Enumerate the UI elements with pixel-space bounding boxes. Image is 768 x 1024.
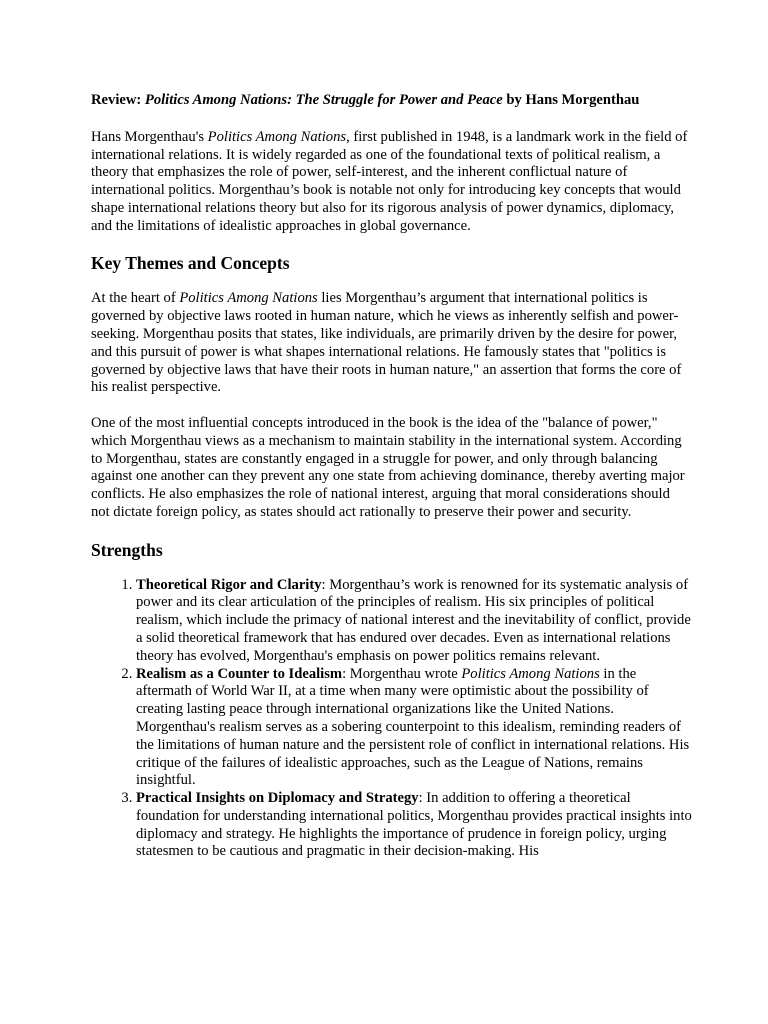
title-suffix: by Hans Morgenthau xyxy=(502,92,640,108)
key-themes-paragraph-1 xyxy=(91,290,692,397)
intro-text-b: , first published in 1948, is a landmark work in the field of international relations. It is widely regarded as one of the foundational texts of political realism, a theory that emphasizes the role of power, self-interest, and the inherent conflictual nature of international politics. Morgenthau’s book is notable not only for introducing key concepts that would shape international relations theory but also for its rigorous analysis of power dynamics, diplomacy, and the limitations of idealistic approaches in global governance. xyxy=(91,128,688,234)
strength-text-1: : Morgenthau’s work is renowned for its systematic analysis of power and its clear articulation of the principles of realism. His six principles of political realism, which include the primacy of national interest and the inevitability of conflict, provide a solid theoretical framework that has endured over decades. Even as international relations theory has evolved, Morgenthau's emphasis on power politics remains relevant. xyxy=(136,576,691,664)
strengths-heading: Strengths xyxy=(91,539,163,560)
intro-paragraph xyxy=(91,129,692,236)
strength-term-3: Practical Insights on Diplomacy and Strategy xyxy=(136,790,419,807)
review-title xyxy=(91,92,692,110)
strength-text-3: : In addition to offering a theoretical foundation for understanding international politics, Morgenthau provides practical insights into diplomacy and strategy. He highlights the importance of prudence in foreign policy, urging statesmen to be cautious and pragmatic in their decision-making. His xyxy=(136,790,692,860)
strength-text-2b: in the aftermath of World War II, at a time when many were optimistic about the possibility of creating lasting peace through international organizations like the United Nations. Morgenthau's realism serves as a sobering counterpoint to this idealism, reminding readers of the limitations of human nature and the persistent role of conflict in international relations. His critique of the failures of idealistic approaches, such as the League of Nations, remains insightful. xyxy=(136,665,690,789)
strength-item-2 xyxy=(136,666,692,791)
strength-term-2: Realism as a Counter to Idealism xyxy=(136,665,343,682)
strengths-list xyxy=(91,577,692,862)
intro-book-title: Politics Among Nations xyxy=(207,128,347,145)
strength-term-1: Theoretical Rigor and Clarity xyxy=(136,576,322,593)
strength-item-3 xyxy=(136,790,692,861)
key-themes-p1-text-b: lies Morgenthau’s argument that international politics is governed by objective laws rooted in human nature, which he views as inherently selfish and power-seeking. Morgenthau posits that states, like individuals, are primarily driven by the desire for power, and this pursuit of power is what shapes international relations. He famously states that "politics is governed by objective laws that have their roots in human nature," an assertion that forms the core of his realist perspective. xyxy=(91,290,682,396)
strength-book-title-2: Politics Among Nations xyxy=(461,665,600,682)
key-themes-paragraph-2: One of the most influential concepts introduced in the book is the idea of the "balance of power," which Morgenthau views as a mechanism to maintain stability in the international system. According to Morgenthau, states are constantly engaged in a struggle for power, and only through balancing against one another can they prevent any one state from achieving dominance, thereby averting major conflicts. He also emphasizes the role of national interest, arguing that moral considerations should not dictate foreign policy, as states should act rationally to preserve their power and security. xyxy=(91,414,685,520)
key-themes-heading: Key Themes and Concepts xyxy=(91,253,290,274)
intro-text-a: Hans Morgenthau's xyxy=(91,128,208,145)
key-themes-p1-book-title: Politics Among Nations xyxy=(179,290,318,307)
title-book: Politics Among Nations: The Struggle for Power and Peace xyxy=(144,92,503,108)
strength-item-1 xyxy=(136,577,692,666)
key-themes-p1-text-a: At the heart of xyxy=(91,290,180,307)
strength-text-2a: : Morgenthau wrote xyxy=(342,665,462,682)
title-prefix: Review: xyxy=(91,92,145,108)
